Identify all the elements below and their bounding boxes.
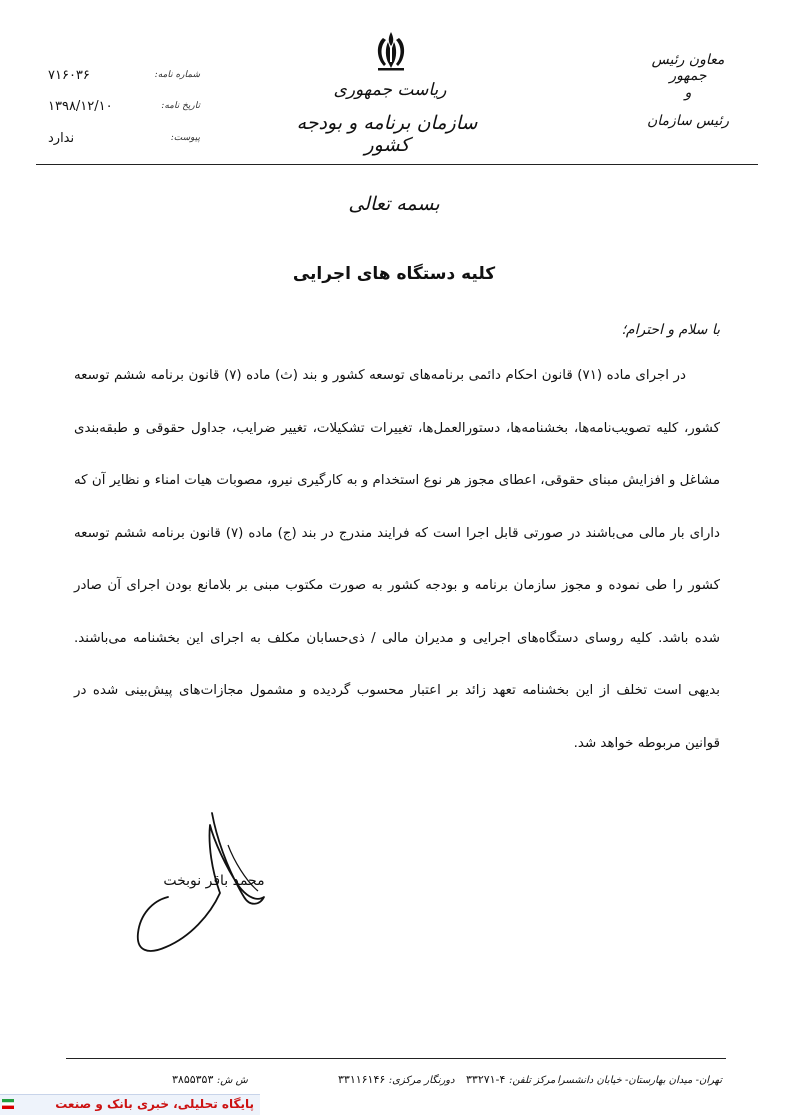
letter-date-label: تاریخ نامه: <box>161 101 200 111</box>
footer-divider <box>66 1058 726 1059</box>
footer-id-label: ش ش: <box>216 1075 248 1086</box>
source-ribbon <box>0 1094 260 1115</box>
attachment-value: ندارد <box>48 131 75 146</box>
attachment-label: پیوست: <box>170 133 200 143</box>
footer-address-text: تهران- میدان بهارستان- خیابان دانشسرا <box>557 1075 722 1086</box>
recipient: کلیه دستگاه های اجرایی <box>292 264 496 284</box>
letter-date-row <box>40 101 200 121</box>
org-presidency: ریاست جمهوری <box>333 80 447 100</box>
letter-body: در اجرای ماده (۷۱) قانون احکام دائمی برنامه‌های توسعه کشور و بند (ث) ماده (۷) قانون برنامه ششم توسعه کشور، کلیه تصویب‌نامه‌ها، بخشنامه‌ها، دستورالعمل‌ها، تغییرات تشکیلات، تغییر ضرایب، جداول حقوقی و طبقه‌بندی مشاغل و افزایش مبنای حقوقی، اعطای مجوز هر نوع استخدام و به کارگیری نیرو، مصوبات هیات امناء و نظایر آن که دارای بار مالی می‌باشند در صورتی قابل اجرا است که فرایند مندرج در بند (ج) ماده (۷) قانون برنامه ششم توسعه کشور را طی نموده و مجوز سازمان برنامه و بودجه کشور به صورت مکتوب مبنی بر بلامانع بودن اجرای آن صادر شده باشد. کلیه روسای دستگاه‌های اجرایی و مدیران مالی / ذی‌حسابان مکلف به اجرای این بخشنامه می‌باشند. بدیهی است تخلف از این بخشنامه تعهد زائد بر اعتبار محسوب گردیده و مشمول مجازات‌های پیش‌بینی شده در قوانین مربوطه خواهد شد. <box>74 368 720 751</box>
header-divider <box>36 164 758 165</box>
iran-flag-icon <box>2 1099 14 1109</box>
footer-address <box>557 1073 722 1086</box>
footer-fax-value: ۳۳۱۱۶۱۴۶ <box>338 1073 386 1086</box>
greeting: با سلام و احترام؛ <box>621 322 720 338</box>
footer-fax <box>338 1073 455 1086</box>
source-ribbon-text: پایگاه تحلیلی، خبری بانک و صنعت <box>55 1097 254 1111</box>
letter-date-value: ۱۳۹۸/۱۲/۱۰ <box>48 99 113 114</box>
letter-number-label: شماره نامه: <box>154 70 200 80</box>
letter-number-value: ۷۱۶۰۳۶ <box>48 68 90 83</box>
org-name: سازمان برنامه و بودجه کشور <box>296 112 478 156</box>
vp-title: معاون رئیس جمهور <box>651 52 725 84</box>
footer-fax-label: دورنگار مرکزی: <box>388 1075 455 1086</box>
letter-number-row <box>40 70 200 90</box>
footer-id <box>172 1073 248 1086</box>
attachment-row <box>40 133 200 153</box>
footer-phone-label: مرکز تلفن: <box>508 1075 556 1086</box>
footer-phone <box>466 1073 555 1086</box>
signature-icon <box>130 805 280 975</box>
footer-id-value: ۳۸۵۵۳۵۳ <box>172 1073 214 1086</box>
footer-phone-value: ۴-۳۳۲۷۱ <box>466 1073 506 1086</box>
conjunction: و <box>684 85 692 101</box>
iran-emblem-icon <box>368 28 414 74</box>
head-title: رئیس سازمان <box>647 113 729 129</box>
bismillah: بسمه تعالی <box>348 193 440 215</box>
signer-name: محمد باقر نوبخت <box>163 873 265 889</box>
